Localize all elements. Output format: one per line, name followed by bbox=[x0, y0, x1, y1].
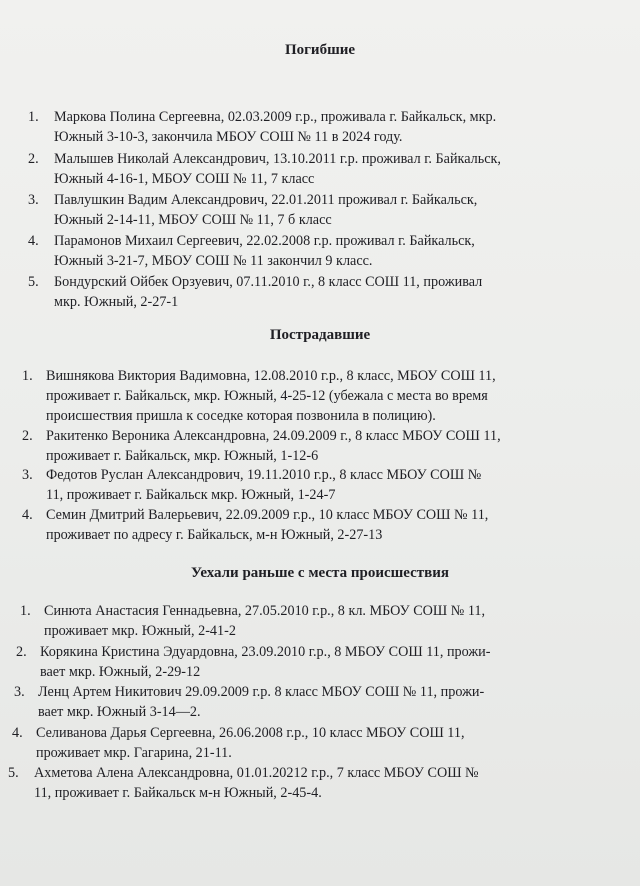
item-text-line: Вишнякова Виктория Вадимовна, 12.08.2010 г.р., 8 класс, МБОУ СОШ 11, bbox=[46, 368, 496, 384]
item-text-line: 11, проживает г. Байкальск мкр. Южный, 1-24-7 bbox=[46, 487, 336, 503]
item-text-line: Южный 3-21-7, МБОУ СОШ № 11 закончил 9 класс. bbox=[54, 253, 373, 269]
item-text-line: вает мкр. Южный, 2-29-12 bbox=[40, 664, 201, 680]
item-text-line: Южный 3-10-3, закончила МБОУ СОШ № 11 в 2024 году. bbox=[54, 129, 403, 145]
item-text-line: Павлушкин Вадим Александрович, 22.01.2011 проживал г. Байкальск, bbox=[54, 192, 478, 208]
item-text-line: Южный 4-16-1, МБОУ СОШ № 11, 7 класс bbox=[54, 171, 315, 187]
item-text-line: проживает мкр. Гагарина, 21-11. bbox=[36, 745, 232, 761]
item-text-line: Маркова Полина Сергеевна, 02.03.2009 г.р., проживала г. Байкальск, мкр. bbox=[54, 109, 497, 125]
item-number: 3. bbox=[28, 192, 39, 208]
item-text-line: Южный 2-14-11, МБОУ СОШ № 11, 7 б класс bbox=[54, 212, 332, 228]
item-number: 5. bbox=[28, 274, 39, 290]
item-number: 4. bbox=[28, 233, 39, 249]
item-number: 2. bbox=[22, 428, 33, 444]
item-text-line: вает мкр. Южный 3-14—2. bbox=[38, 704, 201, 720]
item-number: 3. bbox=[14, 684, 25, 700]
section-title-left-early: Уехали раньше с места происшествия bbox=[190, 565, 450, 581]
item-text-line: Семин Дмитрий Валерьевич, 22.09.2009 г.р., 10 класс МБОУ СОШ № 11, bbox=[46, 507, 489, 523]
item-number: 2. bbox=[16, 644, 27, 660]
item-text-line: Корякина Кристина Эдуардовна, 23.09.2010 г.р., 8 МБОУ СОШ 11, прожи- bbox=[40, 644, 491, 660]
section-title-deceased: Погибшие bbox=[284, 42, 356, 58]
item-text-line: Парамонов Михаил Сергеевич, 22.02.2008 г.р. проживал г. Байкальск, bbox=[54, 233, 475, 249]
item-text-line: Бондурский Ойбек Орзуевич, 07.11.2010 г., 8 класс СОШ 11, проживал bbox=[54, 274, 483, 290]
item-text-line: Малышев Николай Александрович, 13.10.2011 г.р. проживал г. Байкальск, bbox=[54, 151, 501, 167]
item-number: 5. bbox=[8, 765, 19, 781]
item-text-line: Ахметова Алена Александровна, 01.01.20212 г.р., 7 класс МБОУ СОШ № bbox=[34, 765, 479, 781]
item-text-line: проживает г. Байкальск, мкр. Южный, 1-12-6 bbox=[46, 448, 319, 464]
item-text-line: мкр. Южный, 2-27-1 bbox=[54, 294, 179, 310]
item-text-line: происшествия пришла к соседке которая позвонила в полицию). bbox=[46, 408, 436, 424]
item-number: 4. bbox=[22, 507, 33, 523]
item-number: 2. bbox=[28, 151, 39, 167]
item-text-line: Федотов Руслан Александрович, 19.11.2010 г.р., 8 класс МБОУ СОШ № bbox=[46, 467, 482, 483]
item-text-line: Селиванова Дарья Сергеевна, 26.06.2008 г.р., 10 класс МБОУ СОШ 11, bbox=[36, 725, 465, 741]
item-text-line: Ракитенко Вероника Александровна, 24.09.2009 г., 8 класс МБОУ СОШ 11, bbox=[46, 428, 501, 444]
item-text-line: 11, проживает г. Байкальск м-н Южный, 2-45-4. bbox=[34, 785, 322, 801]
item-number: 3. bbox=[22, 467, 33, 483]
item-number: 1. bbox=[20, 603, 31, 619]
item-text-line: проживает г. Байкальск, мкр. Южный, 4-25-12 (убежала с места во время bbox=[46, 388, 488, 404]
item-text-line: проживает мкр. Южный, 2-41-2 bbox=[44, 623, 236, 639]
item-number: 4. bbox=[12, 725, 23, 741]
item-text-line: проживает по адресу г. Байкальск, м-н Южный, 2-27-13 bbox=[46, 527, 383, 543]
section-title-injured: Пострадавшие bbox=[269, 327, 371, 343]
item-number: 1. bbox=[28, 109, 39, 125]
item-text-line: Ленц Артем Никитович 29.09.2009 г.р. 8 класс МБОУ СОШ № 11, прожи- bbox=[38, 684, 485, 700]
item-number: 1. bbox=[22, 368, 33, 384]
item-text-line: Синюта Анастасия Геннадьевна, 27.05.2010 г.р., 8 кл. МБОУ СОШ № 11, bbox=[44, 603, 486, 619]
